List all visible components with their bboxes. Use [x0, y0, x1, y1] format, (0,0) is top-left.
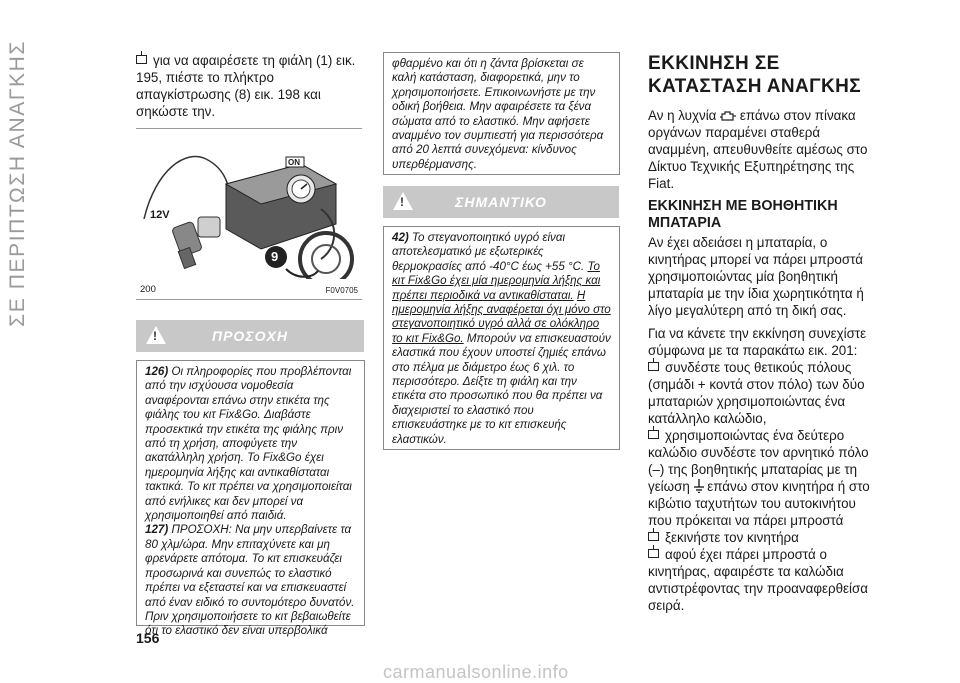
intro-text-a: Αν η λυχνία — [648, 108, 717, 123]
bullet-icon — [648, 430, 659, 439]
step-1-text: συνδέστε τους θετικούς πόλους (σημάδι + κοντά στον πόλο) των δύο μπαταριών χρησιμοποιώντας ένα κατάλληλο καλώδιο, — [648, 360, 865, 426]
figure-code: F0V0705 — [325, 286, 358, 295]
note-126 — [145, 365, 356, 523]
note-42-text-b: Το κιτ Fix&Go έχει μία ημερομηνία λήξης και πρέπει περιοδικά να αντικαθίσταται. — [392, 259, 601, 302]
watermark: carmanualsonline.info — [383, 662, 569, 682]
step-2-text-b: επάνω στον κινητήρα ή στο κιβώτιο ταχυτήτων του αυτοκινήτου που πρόκειται να πάρει μπροστά — [648, 479, 870, 528]
note-42-text-a: Το στεγανοποιητικό υγρό είναι αποτελεσματικό με εξωτερικές θερμοκρασίες από -40°C έως +55 °C. — [392, 231, 585, 273]
bullet-icon — [648, 549, 659, 558]
intro-text-b: επάνω στον πίνακα οργάνων παραμένει σταθερά αναμμένη, απευθυνθείτε αμέσως στο Δίκτυο Τεχνικής Εξυπηρέτησης της Fiat. — [648, 108, 868, 191]
note-126-text: Οι πληροφορίες που προβλέπονται από την ισχύουσα νομοθεσία αναφέρονται επάνω στην ετικέτα της φιάλης του κιτ Fix&Go. Διαβάστε προσεκτικά την ετικέτα της φιάλης πριν από τη χρήση, αποφύγετε την ακατάλληλη χρήση. Το Fix&Go έχει ημερομηνία λήξης και αντικαθίσταται τακτικά. Το κιτ πρέπει να χρησιμοποιείται από ενήλικες και δεν μπορεί να χρησιμοποιηθεί από παιδιά. — [145, 365, 352, 523]
warning-header — [136, 320, 364, 352]
step-4 — [648, 546, 872, 614]
label-on: ON — [288, 158, 300, 167]
note-42-text-c: Η ημερομηνία λήξης αναφέρεται όχι μόνο στο στεγανοποιητικό υγρό αλλά σε ολόκληρο το κιτ Fix&Go. — [392, 288, 611, 345]
paragraph-1: Αν έχει αδειάσει η μπαταρία, ο κινητήρας μπορεί να πάρει μπροστά χρησιμοποιώντας μία βοηθητική μπαταρία με την ίδια χωρητικότητα ή λίγο μεγαλύτερη από τη δική σας. — [648, 235, 864, 318]
section-heading: ΕΚΚΙΝΗΣΗ ΣΕ ΚΑΤΑΣΤΑΣΗ ΑΝΑΓΚΗΣ — [648, 53, 862, 97]
paragraph-2: Για να κάνετε την εκκίνηση συνεχίστε σύμφωνα με τα παρακάτω εικ. 201: — [648, 326, 867, 358]
car-warning-icon — [393, 192, 413, 210]
warning-lamp-paragraph — [648, 107, 872, 192]
step-1 — [648, 359, 872, 427]
step-3-text: ξεκινήστε τον κινητήρα — [665, 530, 799, 545]
intro-text: για να αφαιρέσετε τη φιάλη (1) εικ. 195, πιέστε το πλήκτρο απαγκίστρωσης (8) εικ. 198 και σηκώστε την. — [136, 53, 356, 119]
note-127 — [145, 523, 356, 638]
callout-number: 9 — [271, 249, 279, 264]
chapter-side-tab — [6, 40, 110, 340]
intro-paragraph — [136, 52, 362, 120]
important-box — [383, 226, 620, 450]
note-127-number: 127) — [145, 523, 169, 537]
step-2 — [648, 427, 872, 529]
note-42 — [392, 231, 611, 447]
subsection-heading: ΕΚΚΙΝΗΣΗ ΜΕ ΒΟΗΘΗΤΙΚΗ ΜΠΑΤΑΡΙΑ — [648, 198, 838, 231]
tyre-repair-kit-illustration — [136, 129, 362, 279]
bullet-icon — [648, 532, 659, 541]
column-1 — [136, 52, 362, 120]
warning-triangle-icon — [146, 326, 166, 344]
note-127-text: ΠΡΟΣΟΧΗ: Να μην υπερβαίνετε τα 80 χλμ/ώρα. Μην επιταχύνετε και μη φρενάρετε απότομα. Το κιτ επισκευάζει προσωρινά και συνεπώς το ελαστικό πρέπει να εξεταστεί και να επισκευαστεί από έναν ειδικό το συντομότερο δυνατόν. Πριν χρησιμοποιήσετε το κιτ βεβαιωθείτε ότι το ελαστικό δεν είναι υπερβολικά — [145, 523, 355, 638]
note-42-text-d: Μπορούν να επισκευαστούν ελαστικά που έχουν υποστεί ζημιές επάνω στο πέλμα με διάμετρο έως 6 χιλ. το περισσότερο. Δείξτε τη φιάλη και την ετικέτα στο προσωπικό που θα πρέπει να διαχειριστεί το ελαστικό που επισκευάστηκε με το κιτ επισκευής ελαστικών. — [392, 331, 611, 446]
warning-title: ΠΡΟΣΟΧΗ — [212, 328, 288, 344]
ground-symbol-icon — [694, 479, 704, 493]
step-3 — [648, 529, 872, 546]
note-42-number: 42) — [392, 231, 409, 244]
important-header — [383, 186, 619, 218]
figure-200 — [136, 128, 362, 300]
engine-warning-icon — [720, 110, 736, 122]
step-2-text-a: χρησιμοποιώντας ένα δεύτερο καλώδιο συνδέστε τον αρνητικό πόλο (–) της βοηθητικής μπαταρίας με τη γείωση — [648, 428, 869, 494]
bullet-icon — [136, 55, 147, 64]
step-4-text: αφού έχει πάρει μπροστά ο κινητήρας, αφαιρέστε τα καλώδια αντιστρέφοντας την προαναφερθείσα σειρά. — [648, 547, 868, 613]
figure-number: 200 — [140, 284, 156, 295]
important-title: ΣΗΜΑΝΤΙΚΟ — [455, 194, 547, 210]
label-12v: 12V — [150, 209, 170, 221]
column-3 — [648, 52, 872, 614]
page-number: 156 — [136, 630, 160, 646]
warning-box-continued — [383, 52, 620, 175]
bullet-icon — [648, 362, 659, 371]
note-126-number: 126) — [145, 365, 169, 378]
chapter-title: ΣΕ ΠΕΡΙΠΤΩΣΗ ΑΝΑΓΚΗΣ — [6, 40, 29, 327]
warning-continued-text: φθαρμένο και ότι η ζάντα βρίσκεται σε καλή κατάσταση, διαφορετικά, μην το χρησιμοποιήσετε. Επικοινωνήστε με την οδική βοήθεια. Μην αφαιρέσετε τα ξένα σώματα από το ελαστικό. Μην αφήσετε αναμμένο τον συμπιεστή για περισσότερα από 20 λεπτά συνεχόμενα: κίνδυνος υπερθέρμανσης. — [392, 57, 604, 171]
